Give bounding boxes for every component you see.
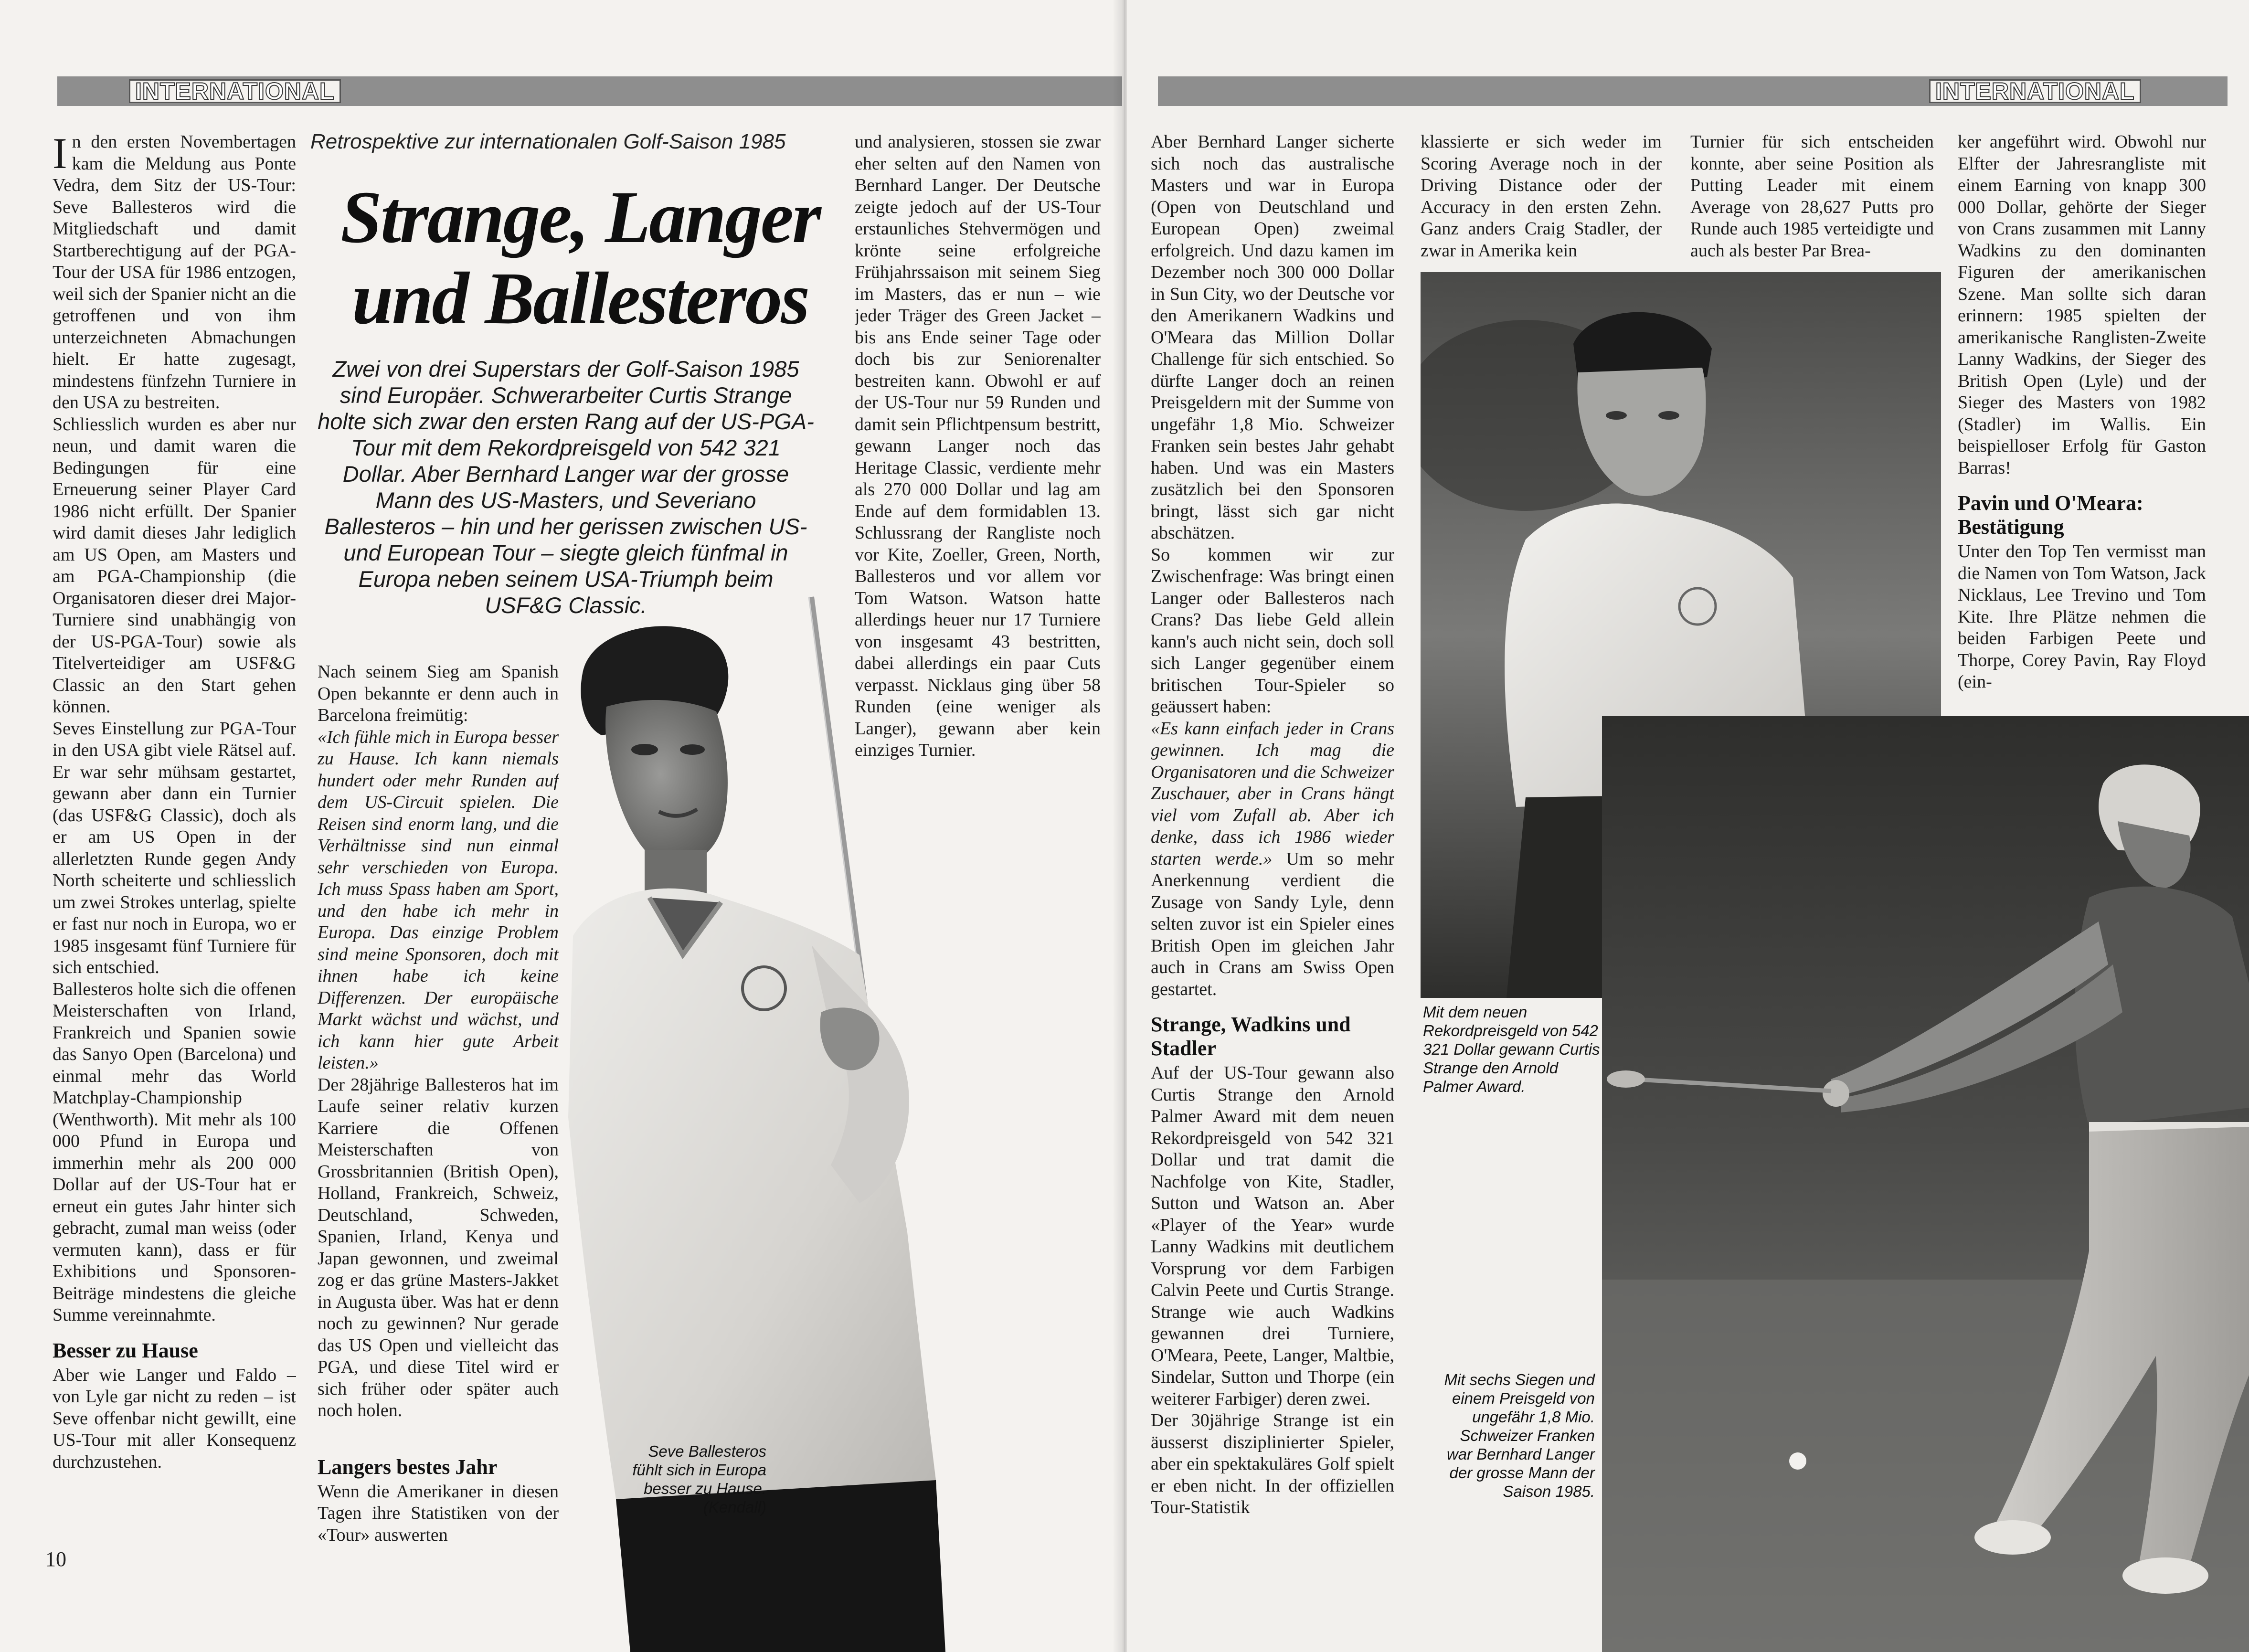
photo-caption-langer: Mit sechs Siegen und einem Preisgeld von ungefähr 1,8 Mio. Schweizer Franken war Bernhard Langer der grosse Mann der Saison 1985. (1444, 1371, 1595, 1500)
text-column-6 (1690, 131, 1934, 265)
text-column-7 (1958, 131, 2206, 723)
article-kicker: Retrospektive zur internationalen Golf-Saison 1985 (310, 130, 786, 153)
bernhard-langer-image (1602, 716, 2249, 1652)
text-column-4 (1151, 131, 1394, 1535)
article-deck: Zwei von drei Superstars der Golf-Saison 1985 sind Europäer. Schwerarbeiter Curtis Strange holte sich zwar den ersten Rang auf der US-PGA-Tour mit dem Rekordpreisgeld von 542 321 Dollar. Aber Bernhard Langer war der grosse Mann des US-Masters, und Severiano Ballesteros – hin und her gerissen zwischen US- und European Tour – siegte gleich fünfmal in Europa neben seinem USA-Triumph beim USF&G Classic. (318, 356, 814, 618)
photo-caption-seve: Seve Ballesteros fühlt sich in Europa besser zu Hause. (Kendall) (632, 1442, 766, 1516)
section-label: INTERNATIONAL (129, 79, 341, 103)
paragraph: «Es kann einfach jeder in Crans gewinnen. Ich mag die Organisatoren und die Schweizer Zuschauer, aber in Crans hängt viel vom Zufall ab. Aber ich denke, dass ich 1986 wieder starten werde.» Um so mehr Anerkennung verdient die Zusage von Sandy Lyle, denn selten zuvor ist ein Spieler eines British Open im gleichen Jahr auch in Crans am Swiss Open gestartet. (1151, 718, 1394, 999)
section-label: INTERNATIONAL (1929, 79, 2141, 103)
paragraph: Unter den Top Ten vermisst man die Namen von Tom Watson, Jack Nicklaus, Lee Trevino und Tom Kite. Ihre Plätze nehmen die beiden Farbigen Peete und Thorpe, Corey Pavin, Ray Floyd (ein- (1958, 541, 2206, 692)
photo-caption-strange: Mit dem neuen Rekordpreisgeld von 542 321 Dollar gewann Curtis Strange den Arnold Palmer Award. (1423, 1003, 1600, 1095)
bernhard-langer-photo (1602, 716, 2249, 1652)
paragraph: In den ersten Novembertagen kam die Meldung aus Ponte Vedra, dem Sitz der US-Tour: Seve Ballesteros wird die Mitgliedschaft und damit Startberechtigung auf der PGA-Tour der USA für 1986 entzogen, weil sich der Spanier nicht an die getroffenen und von ihm unterzeichneten Abmachungen hielt. Er hatte zugesagt, mindestens fünfzehn Turniere in den USA zu bestreiten. (53, 131, 296, 413)
text-column-5 (1421, 131, 1662, 265)
subheading: Pavin und O'Meara: Bestätigung (1958, 491, 2143, 539)
paragraph: ker angeführt wird. Obwohl nur Elfter der Jahresrangliste mit einem Earning von knapp 300 000 Dollar, gehörte der Sieger von Crans zusammen mit Lanny Wadkins zu den dominanten Figuren der amerikanischen Szene. Man sollte sich daran erinnern: 1985 spielten der amerikanische Ranglisten-Zweite Lanny Wadkins, der Sieger des British Open (Lyle) und der Sieger des Masters von 1982 (Stadler) im Wallis. Ein beispielloser Erfolg für Gaston Barras! (1958, 132, 2206, 478)
text-column-2 (318, 661, 559, 1568)
headline-line-2: und Ballesteros (351, 257, 809, 339)
paragraph: So kommen wir zur Zwischenfrage: Was bringt einen Langer oder Ballesteros nach Crans? Das liebe Geld allein kann's auch nicht sein, doch soll sich Langer gegenüber einem britischen Tour-Spieler so geäussert haben: (1151, 544, 1394, 717)
paragraph: klassierte er sich weder im Scoring Average noch in der Driving Distance oder der Accuracy in den ersten Zehn. Ganz anders Craig Stadler, der zwar in Amerika kein (1421, 132, 1662, 261)
paragraph: Schliesslich wurden es aber nur neun, und damit waren die Bedingungen für eine Erneuerung seiner Player Card 1986 nicht erfüllt. Der Spanier wird damit dieses Jahr lediglich am US Open, am Masters und am PGA-Championship (die Organisatoren dieser drei Major-Turniere sind unabhängig von der US-PGA-Tour) sowie als Titelverteidiger am USF&G Classic an den Start gehen können. (53, 414, 296, 717)
paragraph: Auf der US-Tour gewann also Curtis Strange den Arnold Palmer Award mit dem neuen Rekordpreisgeld von 542 321 Dollar und trat damit die Nachfolge von Kite, Stadler, Sutton und Watson an. Aber «Player of the Year» wurde Lanny Wadkins mit deutlichem Vorsprung vor dem Farbigen Calvin Peete und Curtis Strange. Strange wie auch Wadkins gewannen drei Turniere, O'Meara, Peete, Langer, Maltbie, Sindelar, Sutton und Thorpe (ein weiterer Farbiger) deren zwei. (1151, 1063, 1394, 1409)
paragraph: Seves Einstellung zur PGA-Tour in den USA gibt viele Rätsel auf. Er war sehr mühsam gestartet, gewann aber dann ein Turnier (das USF&G Classic), doch als er am US Open in der allerletzten Runde gegen Andy North scheiterte und schliesslich um zwei Strokes unterlag, spielte er fast nur noch in Europa, wo er 1985 insgesamt fünf Turniere für sich entschied. (53, 718, 296, 977)
page-number: 10 (45, 1547, 66, 1571)
drop-cap: I (53, 131, 67, 178)
paragraph: Wenn die Amerikaner in diesen Tagen ihre Statistiken von der «Tour» auswerten (318, 1481, 559, 1545)
quote-paragraph: «Ich fühle mich in Europa besser zu Hause. Ich kann niemals hundert oder mehr Runden auf dem US-Circuit spielen. Die Reisen sind enorm lang, und die Verhältnisse sind nun einmal sehr verschieden von Europa. Ich muss Spass haben am Sport, und den habe ich mehr in Europa. Das einzige Problem sind meine Sponsoren, doch mit ihnen habe ich keine Differenzen. Der europäische Markt wächst und wächst, und ich kann hier gute Arbeit leisten.» (318, 727, 559, 1073)
right-page (1127, 0, 2249, 1652)
paragraph: Der 30jährige Strange ist ein äusserst disziplinierter Spieler, aber ein spektakuläres Golf spielt er eben nicht. In der offiziellen Tour-Statistik (1151, 1410, 1394, 1517)
paragraph: Turnier für sich entscheiden konnte, aber seine Position als Putting Leader mit einem Average von 28,627 Putts pro Runde auch 1985 verteidigte und auch als bester Par Brea- (1690, 132, 1934, 261)
section-header-bar (57, 76, 1122, 106)
paragraph: Ballesteros holte sich die offenen Meisterschaften von Irland, Frankreich und Spanien sowie das Sanyo Open (Barcelona) und einmal mehr das World Matchplay-Championship (Wenthworth). Mit mehr als 100 000 Pfund in Europa und immerhin mehr als 200 000 Dollar auf der US-Tour hat er erneut ein gutes Jahr hinter sich gebracht, zumal man weiss (oder vermuten kann), dass er für Exhibitions und Sponsoren-Beiträge mindestens die gleiche Summe vereinnahmte. (53, 979, 296, 1325)
subheading: Strange, Wadkins und Stadler (1151, 1013, 1351, 1060)
paragraph: Aber Bernhard Langer sicherte sich noch das australische Masters und war in Europa (Open von Deutschland und European Open) zweimal erfolgreich. Und dazu kamen im Dezember noch 300 000 Dollar in Sun City, wo der Deutsche vor den Amerikanern Wadkins und O'Meara das Million Dollar Challenge für sich entschied. So dürfte Langer doch an reinen Preisgeldern mit der Summe von ungefähr 1,8 Mio. Schweizer Franken sein bestes Jahr gehabt haben. Und was ein Masters zusätzlich bei den Sponsoren bringt, lässt sich gar nicht abschätzen. (1151, 132, 1394, 543)
article-headline (310, 177, 850, 339)
subheading: Langers bestes Jahr (318, 1455, 498, 1479)
paragraph: Nach seinem Sieg am Spanish Open bekannte er denn auch in Barcelona freimütig: (318, 662, 559, 725)
left-page (0, 0, 1122, 1652)
subheading: Besser zu Hause (53, 1338, 198, 1362)
paragraph: Der 28jährige Ballesteros hat im Laufe seiner relativ kurzen Karriere die Offenen Meisterschaften von Grossbritannien (British Open), Holland, Frankreich, Schweiz, Deutschland, Schweden, Spanien, Irland, Kenya und Japan gewonnen, und zweimal zog er das grüne Masters-Jakket in Augusta über. Was hat er denn noch zu gewinnen? Nur gerade das US Open und vielleicht das PGA, und diese Titel wird er sich früher oder später auch noch holen. (318, 1074, 559, 1420)
headline-line-1: Strange, Langer (340, 176, 820, 258)
paragraph: Aber wie Langer und Faldo – von Lyle gar nicht zu reden – ist Seve offenbar nicht gewillt, eine US-Tour mit aller Konsequenz durchzustehen. (53, 1365, 296, 1472)
text-column-3 (855, 131, 1101, 785)
paragraph: und analysieren, stossen sie zwar eher selten auf den Namen von Bernhard Langer. Der Deutsche zeigte jedoch auf der US-Tour erstaunliches Stehvermögen und krönte seine erfolgreiche Frühjahrssaison mit seinem Sieg im Masters, das er nun – wie jeder Träger des Green Jacket – bis ans Ende seiner Tage oder doch bis zur Seniorenalter bestreiten kann. Obwohl er auf der US-Tour nur 59 Runden und damit sein Pflichtpensum bestritt, gewann Langer noch das Heritage Classic, verdiente mehr als 270 000 Dollar und lag am Ende auf dem formidablen 13. Schlussrang der Rangliste noch vor Kite, Zoeller, Green, North, Ballesteros und vor allem vor Tom Watson. Watson hatte allerdings heuer nur 17 Turniere von insgesamt 43 bestritten, dabei allerdings ein paar Cuts verpasst. Nicklaus ging über 58 Runden (eine weniger als Langer), gewann aber kein einziges Turnier. (855, 132, 1101, 760)
section-header-bar (1158, 76, 2228, 106)
text-column-1 (53, 131, 296, 1549)
